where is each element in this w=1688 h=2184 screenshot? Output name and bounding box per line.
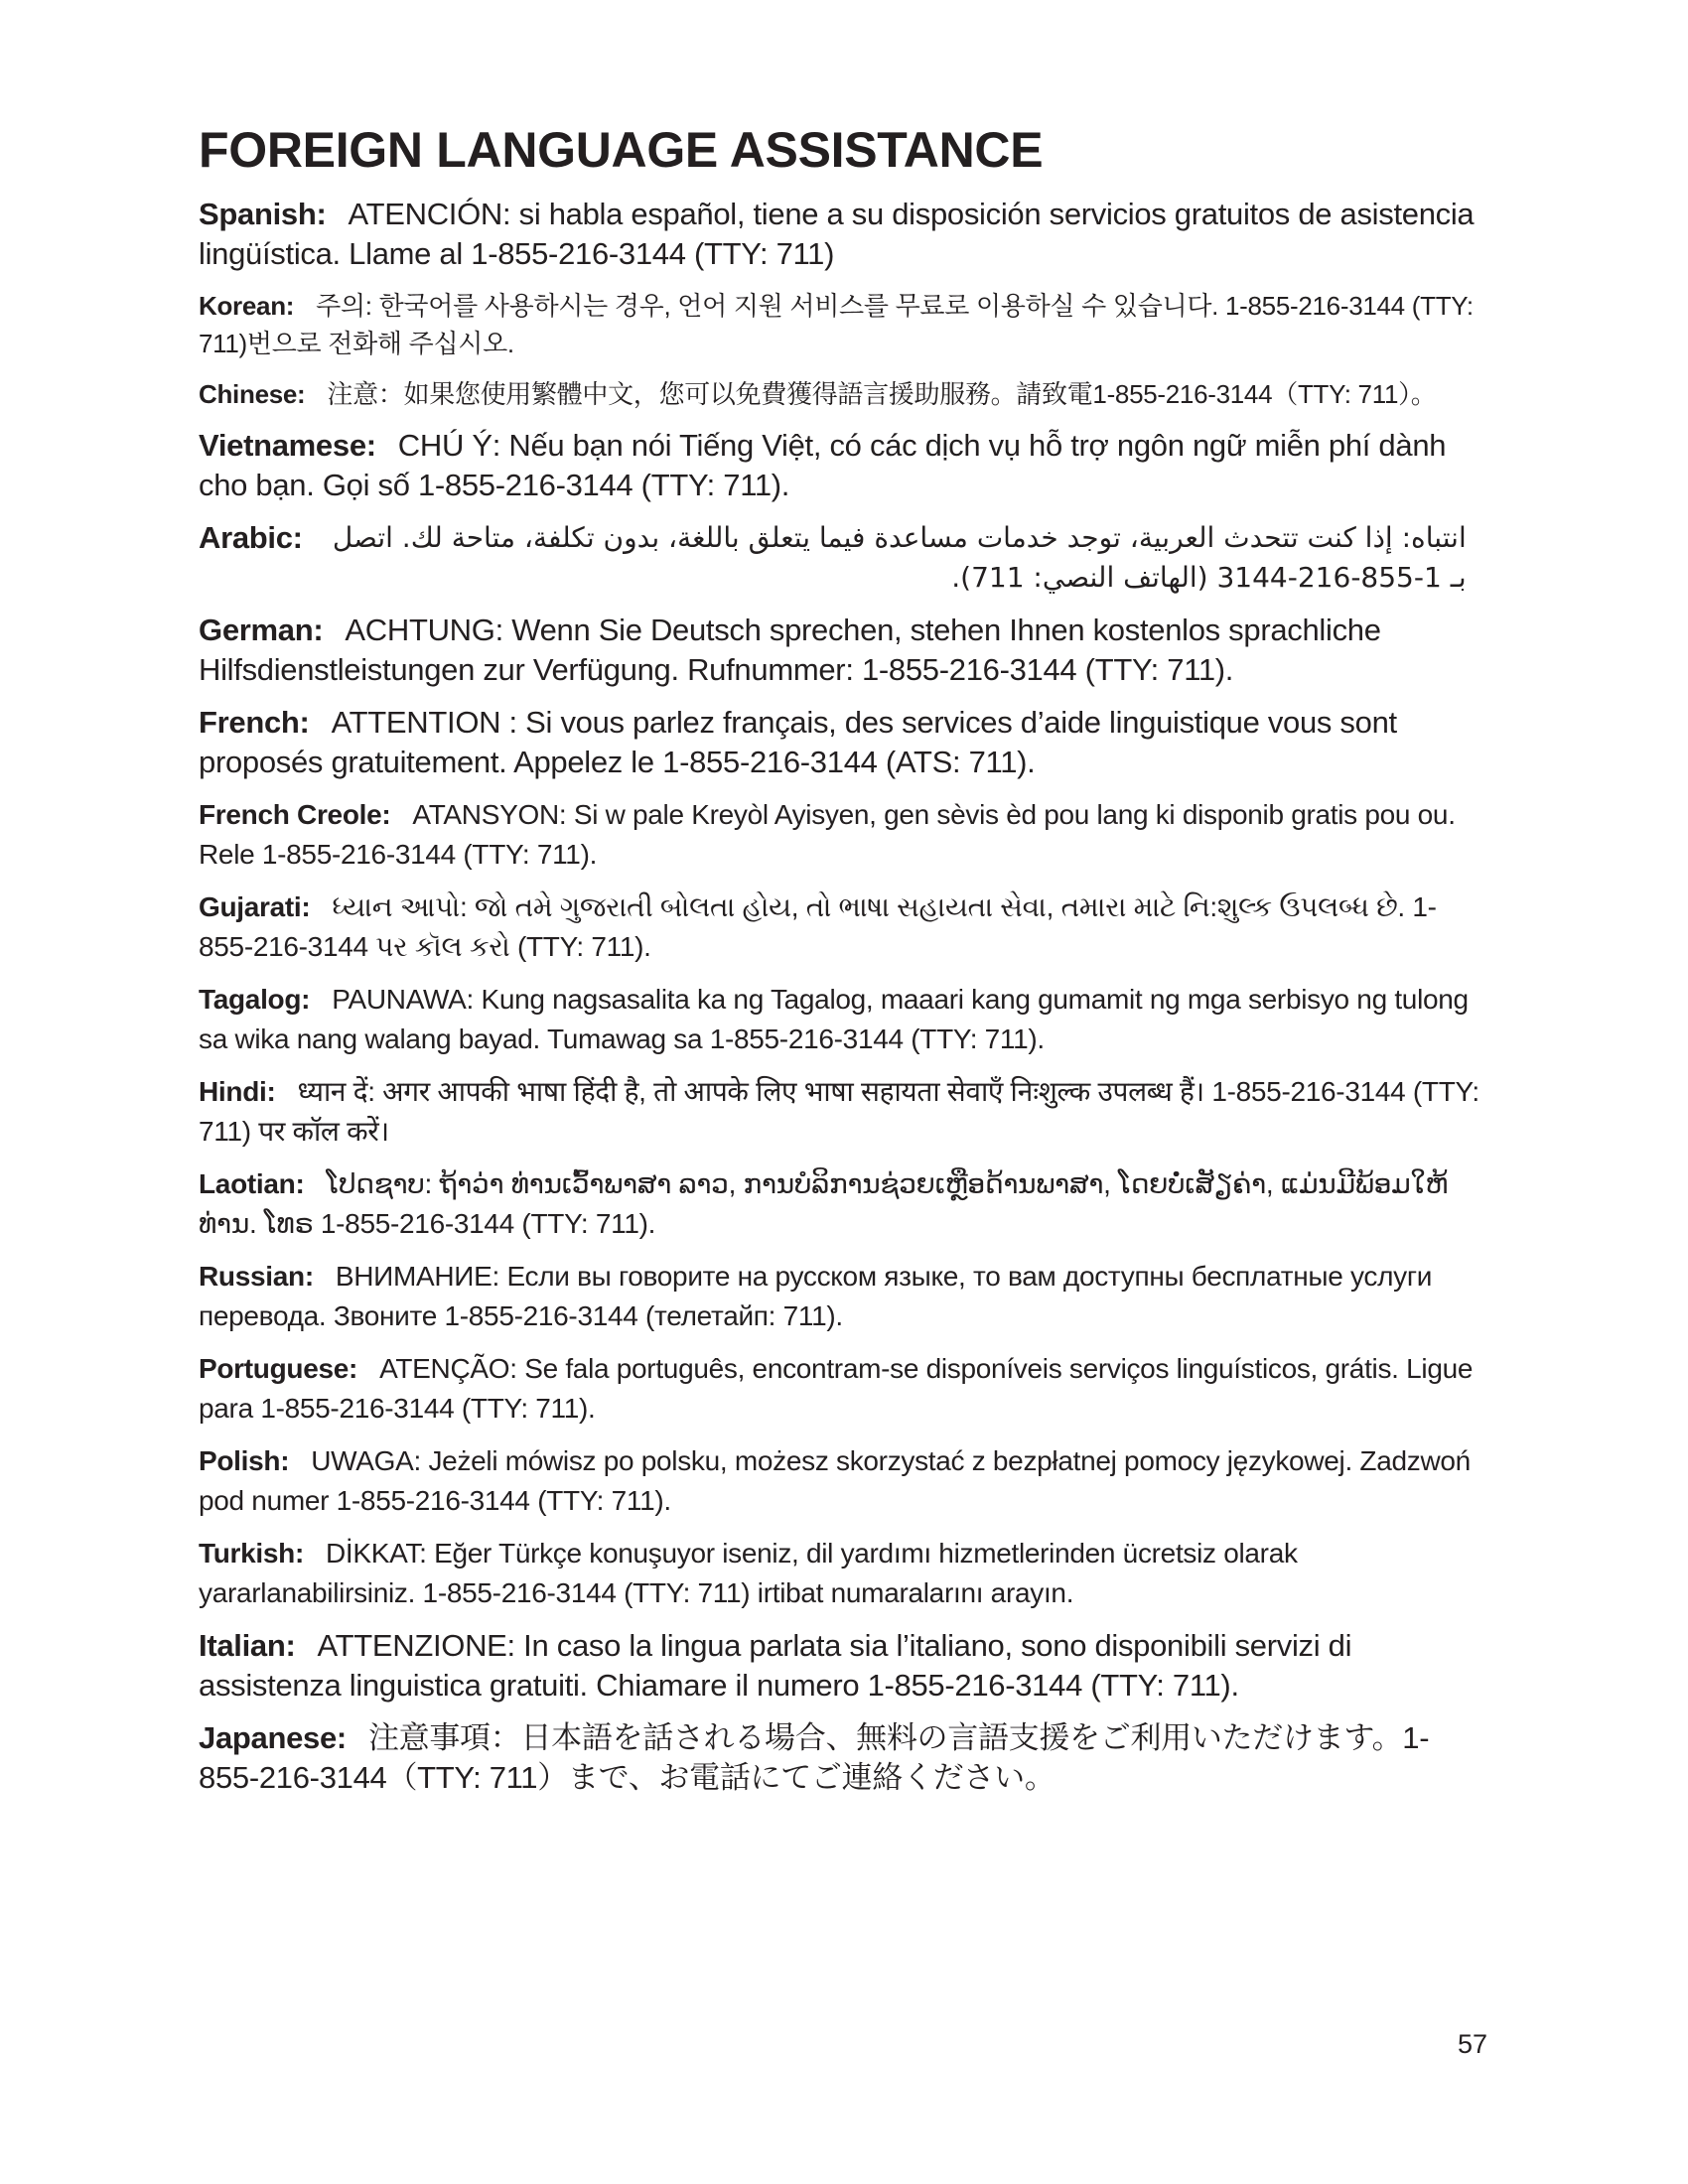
entry-text: PAUNAWA: Kung nagsasalita ka ng Tagalog, maaari kang gumamit ng mga serbisyo ng tulong sa wika nang walang bayad. Tumawag sa 1-855-216-3144 (TTY: 711). (199, 984, 1469, 1054)
language-label: Laotian: (199, 1168, 305, 1199)
entry-tagalog (199, 980, 1489, 1059)
entry-text: ВНИМАНИЕ: Если вы говорите на русском языке, то вам доступны бесплатные услуги перевода. Звоните 1-855-216-3144 (телетайп: 711). (199, 1261, 1433, 1331)
entry-text: ATTENZIONE: In caso la lingua parlata sia l’italiano, sono disponibili servizi di assistenza linguistica gratuiti. Chiamare il numero 1-855-216-3144 (TTY: 711). (199, 1628, 1352, 1703)
language-label: Hindi: (199, 1076, 276, 1107)
language-label: Korean: (199, 291, 295, 321)
language-label: Arabic: (199, 520, 303, 555)
page-number: 57 (1458, 2029, 1488, 2059)
entry-text: انتباه: إذا كنت تتحدث العربية، توجد خدمات مساعدة فيما يتعلق باللغة، بدون تكلفة، متاحة لك. اتصل بـ 1-855-216-3144 (الهاتف النصي: 711). (332, 521, 1467, 594)
entry-arabic (199, 518, 1489, 598)
entry-italian (199, 1626, 1489, 1706)
language-label: Vietnamese: (199, 428, 376, 463)
page-title: FOREIGN LANGUAGE ASSISTANCE (199, 122, 1044, 178)
language-label: Russian: (199, 1261, 314, 1292)
language-label: French Creole: (199, 799, 391, 830)
entry-german (199, 611, 1489, 690)
language-label: German: (199, 613, 324, 647)
language-label: Chinese: (199, 379, 306, 409)
entry-vietnamese (199, 426, 1489, 505)
entry-text: 주의: 한국어를 사용하시는 경우, 언어 지원 서비스를 무료로 이용하실 수 있습니다. 1-855-216-3144 (TTY: 711)번으로 전화해 주십시오. (199, 291, 1474, 358)
entry-text: ATENÇÃO: Se fala português, encontram-se disponíveis serviços linguísticos, grátis. Ligue para 1-855-216-3144 (TTY: 711). (199, 1353, 1474, 1424)
entry-text: ໂປດຊາບ: ຖ້າວ່າ ທ່ານເວົ້າພາສາ ລາວ, ການບໍລິການຊ່ວຍເຫຼືອດ້ານພາສາ, ໂດຍບໍ່ເສັຽຄ່າ, ແມ່ນມີພ້ອມໃຫ້ທ່ານ. ໂທຣ 1-855-216-3144 (TTY: 711). (199, 1168, 1449, 1239)
entry-text: ACHTUNG: Wenn Sie Deutsch sprechen, stehen Ihnen kostenlos sprachliche Hilfsdienstleistungen zur Verfügung. Rufnummer: 1-855-216-3144 (TTY: 711). (199, 613, 1381, 687)
entry-text: DİKKAT: Eğer Türkçe konuşuyor iseniz, dil yardımı hizmetlerinden ücretsiz olarak yararlanabilirsiniz. 1-855-216-3144 (TTY: 711) irtibat numaralarını arayın. (199, 1538, 1298, 1608)
language-label: Polish: (199, 1445, 290, 1476)
entry-text: ATTENTION : Si vous parlez français, des services d’aide linguistique vous sont proposés gratuitement. Appelez le 1-855-216-3144 (ATS: 711). (199, 705, 1397, 779)
entry-laotian (199, 1164, 1489, 1244)
entry-portuguese (199, 1349, 1489, 1429)
entry-text: ATANSYON: Si w pale Kreyòl Ayisyen, gen sèvis èd pou lang ki disponib gratis pou ou. Rele 1-855-216-3144 (TTY: 711). (199, 799, 1456, 870)
language-label: Turkish: (199, 1538, 304, 1569)
entry-text: 注意：如果您使用繁體中文，您可以免費獲得語言援助服務。請致電1-855-216-3144（TTY: 711）。 (327, 379, 1437, 409)
entry-gujarati (199, 887, 1489, 967)
language-list (199, 195, 1489, 1811)
language-label: Tagalog: (199, 984, 311, 1015)
entry-chinese (199, 375, 1489, 413)
entry-spanish (199, 195, 1489, 274)
language-label: Japanese: (199, 1720, 347, 1755)
entry-korean (199, 287, 1489, 362)
entry-russian (199, 1257, 1489, 1336)
entry-text: ध्यान दें: अगर आपकी भाषा हिंदी है, तो आपके लिए भाषा सहायता सेवाएँ निःशुल्क उपलब्ध हैं। 1-855-216-3144 (TTY: 711) पर कॉल करें। (199, 1076, 1479, 1147)
entry-french (199, 703, 1489, 782)
entry-text: ધ્યાન આપો: જો તમે ગુજરાતી બોલતા હોય, તો ભાષા સહાયતા સેવા, તમારા માટે નિ:શુલ્ક ઉપલબ્ધ છે. 1-855-216-3144 પર કૉલ કરો (TTY: 711). (199, 891, 1437, 962)
entry-text: CHÚ Ý: Nếu bạn nói Tiếng Việt, có các dịch vụ hỗ trợ ngôn ngữ miễn phí dành cho bạn. Gọi số 1-855-216-3144 (TTY: 711). (199, 428, 1447, 502)
entry-hindi (199, 1072, 1489, 1152)
language-label: French: (199, 705, 310, 740)
entry-polish (199, 1441, 1489, 1521)
entry-text: ATENCIÓN: si habla español, tiene a su disposición servicios gratuitos de asistencia lingüística. Llame al 1-855-216-3144 (TTY: 711) (199, 197, 1475, 271)
entry-french-creole (199, 795, 1489, 875)
entry-text: UWAGA: Jeżeli mówisz po polsku, możesz skorzystać z bezpłatnej pomocy językowej. Zadzwoń pod numer 1-855-216-3144 (TTY: 711). (199, 1445, 1471, 1516)
language-label: Gujarati: (199, 891, 311, 922)
language-label: Portuguese: (199, 1353, 358, 1384)
language-label: Spanish: (199, 197, 327, 231)
language-label: Italian: (199, 1628, 296, 1663)
entry-japanese (199, 1718, 1489, 1798)
entry-turkish (199, 1534, 1489, 1613)
entry-text: 注意事項：日本語を話される場合、無料の言語支援をご利用いただけます。1-855-216-3144（TTY: 711）まで、お電話にてご連絡ください。 (199, 1720, 1430, 1795)
